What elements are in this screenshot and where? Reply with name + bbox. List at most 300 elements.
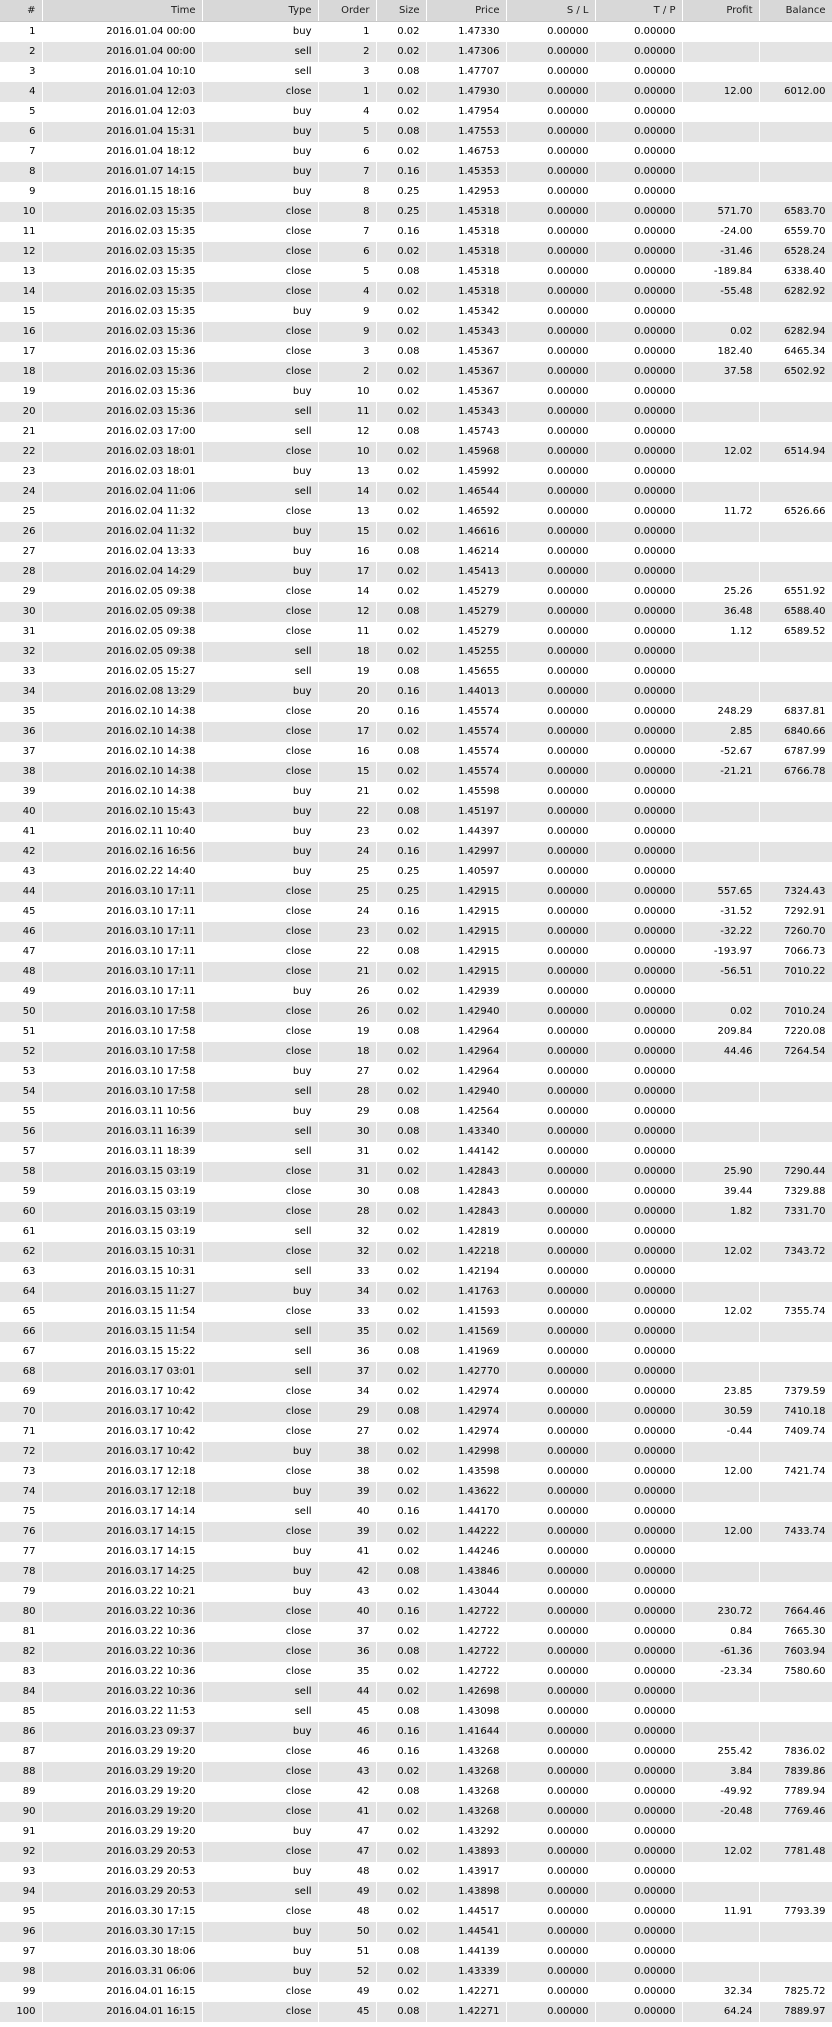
table-row[interactable]	[0, 722, 832, 742]
table-row[interactable]	[0, 242, 832, 262]
column-header-number[interactable]: #	[0, 0, 42, 22]
cell-price: 1.42843	[426, 1162, 506, 1182]
cell-type: buy	[202, 802, 318, 822]
cell-balance: 6583.70	[759, 202, 832, 222]
cell-stop-loss: 0.00000	[506, 1702, 595, 1722]
cell-order: 27	[318, 1422, 376, 1442]
table-row[interactable]	[0, 1862, 832, 1882]
table-row[interactable]	[0, 522, 832, 542]
cell-order: 12	[318, 602, 376, 622]
column-header-order[interactable]: Order	[318, 0, 376, 22]
cell-type: sell	[202, 662, 318, 682]
table-row[interactable]	[0, 1902, 832, 1922]
header-row	[0, 0, 832, 22]
table-row[interactable]	[0, 302, 832, 322]
cell-time: 2016.03.15 03:19	[42, 1202, 202, 1222]
cell-balance	[759, 562, 832, 582]
table-row[interactable]	[0, 382, 832, 402]
table-row[interactable]	[0, 1722, 832, 1742]
cell-time: 2016.02.03 15:35	[42, 262, 202, 282]
cell-take-profit: 0.00000	[595, 1822, 682, 1842]
cell-stop-loss: 0.00000	[506, 1022, 595, 1042]
cell-type: close	[202, 282, 318, 302]
cell-price: 1.42271	[426, 1982, 506, 2002]
cell-take-profit: 0.00000	[595, 762, 682, 782]
column-header-type[interactable]: Type	[202, 0, 318, 22]
table-row[interactable]	[0, 622, 832, 642]
table-row[interactable]	[0, 1362, 832, 1382]
cell-number: 87	[0, 1742, 42, 1762]
cell-size: 0.16	[376, 222, 426, 242]
cell-time: 2016.02.10 15:43	[42, 802, 202, 822]
cell-stop-loss: 0.00000	[506, 982, 595, 1002]
cell-take-profit: 0.00000	[595, 182, 682, 202]
table-row[interactable]	[0, 1882, 832, 1902]
cell-size: 0.08	[376, 1122, 426, 1142]
cell-number: 8	[0, 162, 42, 182]
cell-order: 36	[318, 1642, 376, 1662]
table-row[interactable]	[0, 182, 832, 202]
table-row[interactable]	[0, 1422, 832, 1442]
table-row[interactable]	[0, 1382, 832, 1402]
cell-profit: -32.22	[682, 922, 759, 942]
table-row[interactable]	[0, 1122, 832, 1142]
cell-take-profit: 0.00000	[595, 1422, 682, 1442]
cell-size: 0.02	[376, 1982, 426, 2002]
cell-order: 4	[318, 282, 376, 302]
cell-number: 93	[0, 1862, 42, 1882]
table-row[interactable]	[0, 262, 832, 282]
cell-time: 2016.03.23 09:37	[42, 1722, 202, 1742]
cell-number: 86	[0, 1722, 42, 1742]
cell-order: 42	[318, 1782, 376, 1802]
cell-type: sell	[202, 1262, 318, 1282]
cell-balance	[759, 802, 832, 822]
cell-stop-loss: 0.00000	[506, 1882, 595, 1902]
cell-balance	[759, 462, 832, 482]
table-row[interactable]	[0, 282, 832, 302]
table-row[interactable]	[0, 1662, 832, 1682]
cell-order: 40	[318, 1502, 376, 1522]
table-row[interactable]	[0, 942, 832, 962]
cell-size: 0.08	[376, 122, 426, 142]
table-row[interactable]	[0, 642, 832, 662]
cell-time: 2016.02.03 15:36	[42, 382, 202, 402]
table-row[interactable]	[0, 842, 832, 862]
cell-price: 1.47330	[426, 22, 506, 43]
cell-profit: -193.97	[682, 942, 759, 962]
table-row[interactable]	[0, 602, 832, 622]
cell-number: 67	[0, 1342, 42, 1362]
cell-balance	[759, 1562, 832, 1582]
cell-profit: 11.91	[682, 1902, 759, 1922]
table-row[interactable]	[0, 782, 832, 802]
cell-type: close	[202, 1182, 318, 1202]
cell-balance: 6840.66	[759, 722, 832, 742]
cell-take-profit: 0.00000	[595, 742, 682, 762]
cell-take-profit: 0.00000	[595, 802, 682, 822]
cell-type: close	[202, 1382, 318, 1402]
cell-price: 1.42997	[426, 842, 506, 862]
cell-stop-loss: 0.00000	[506, 742, 595, 762]
table-row[interactable]	[0, 682, 832, 702]
cell-type: close	[202, 1002, 318, 1022]
table-row[interactable]	[0, 1042, 832, 1062]
table-row[interactable]	[0, 342, 832, 362]
table-row[interactable]	[0, 22, 832, 43]
table-row[interactable]	[0, 1602, 832, 1622]
table-row[interactable]	[0, 42, 832, 62]
cell-price: 1.46214	[426, 542, 506, 562]
cell-time: 2016.03.10 17:11	[42, 902, 202, 922]
table-row[interactable]	[0, 1582, 832, 1602]
table-row[interactable]	[0, 1742, 832, 1762]
cell-size: 0.02	[376, 1962, 426, 1982]
table-row[interactable]	[0, 1842, 832, 1862]
cell-number: 96	[0, 1922, 42, 1942]
cell-type: sell	[202, 1882, 318, 1902]
cell-order: 25	[318, 882, 376, 902]
cell-stop-loss: 0.00000	[506, 202, 595, 222]
table-row[interactable]	[0, 1502, 832, 1522]
cell-time: 2016.03.29 20:53	[42, 1842, 202, 1862]
cell-number: 35	[0, 702, 42, 722]
table-row[interactable]	[0, 1062, 832, 1082]
cell-profit: 12.02	[682, 1302, 759, 1322]
table-row[interactable]	[0, 902, 832, 922]
cell-balance	[759, 182, 832, 202]
table-row[interactable]	[0, 982, 832, 1002]
cell-order: 32	[318, 1242, 376, 1262]
table-row[interactable]	[0, 142, 832, 162]
table-row[interactable]	[0, 1402, 832, 1422]
cell-take-profit: 0.00000	[595, 1922, 682, 1942]
cell-price: 1.42698	[426, 1682, 506, 1702]
table-row[interactable]	[0, 1002, 832, 1022]
cell-stop-loss: 0.00000	[506, 1962, 595, 1982]
table-row[interactable]	[0, 1322, 832, 1342]
cell-take-profit: 0.00000	[595, 1462, 682, 1482]
cell-price: 1.42770	[426, 1362, 506, 1382]
cell-stop-loss: 0.00000	[506, 482, 595, 502]
cell-balance: 7324.43	[759, 882, 832, 902]
cell-size: 0.08	[376, 342, 426, 362]
cell-size: 0.02	[376, 1202, 426, 1222]
cell-type: close	[202, 202, 318, 222]
table-row[interactable]	[0, 1982, 832, 2002]
cell-type: buy	[202, 182, 318, 202]
cell-type: close	[202, 1522, 318, 1542]
cell-profit	[682, 1142, 759, 1162]
cell-time: 2016.03.29 19:20	[42, 1742, 202, 1762]
table-row[interactable]	[0, 1682, 832, 1702]
table-row[interactable]	[0, 322, 832, 342]
cell-stop-loss: 0.00000	[506, 902, 595, 922]
table-body	[0, 22, 832, 2023]
cell-price: 1.43268	[426, 1742, 506, 1762]
cell-number: 11	[0, 222, 42, 242]
cell-price: 1.41763	[426, 1282, 506, 1302]
table-row[interactable]	[0, 742, 832, 762]
cell-profit: 248.29	[682, 702, 759, 722]
table-row[interactable]	[0, 542, 832, 562]
cell-stop-loss: 0.00000	[506, 382, 595, 402]
cell-order: 10	[318, 442, 376, 462]
cell-number: 18	[0, 362, 42, 382]
table-row[interactable]	[0, 1462, 832, 1482]
cell-price: 1.47954	[426, 102, 506, 122]
table-row[interactable]	[0, 1442, 832, 1462]
table-row[interactable]	[0, 1082, 832, 1102]
cell-type: buy	[202, 122, 318, 142]
table-row[interactable]	[0, 1562, 832, 1582]
cell-profit: -0.44	[682, 1422, 759, 1442]
cell-take-profit: 0.00000	[595, 1242, 682, 1262]
cell-size: 0.02	[376, 1442, 426, 1462]
table-row[interactable]	[0, 502, 832, 522]
cell-size: 0.02	[376, 302, 426, 322]
table-row[interactable]	[0, 1482, 832, 1502]
cell-type: buy	[202, 1922, 318, 1942]
cell-take-profit: 0.00000	[595, 782, 682, 802]
cell-take-profit: 0.00000	[595, 1582, 682, 1602]
cell-profit	[682, 302, 759, 322]
cell-number: 63	[0, 1262, 42, 1282]
column-header-profit[interactable]: Profit	[682, 0, 759, 22]
cell-number: 12	[0, 242, 42, 262]
table-row[interactable]	[0, 822, 832, 842]
table-row[interactable]	[0, 1702, 832, 1722]
table-row[interactable]	[0, 162, 832, 182]
table-row[interactable]	[0, 1102, 832, 1122]
cell-type: close	[202, 602, 318, 622]
cell-profit	[682, 1062, 759, 1082]
table-row[interactable]	[0, 1202, 832, 1222]
cell-time: 2016.03.17 12:18	[42, 1462, 202, 1482]
cell-size: 0.02	[376, 1282, 426, 1302]
cell-size: 0.02	[376, 1542, 426, 1562]
cell-take-profit: 0.00000	[595, 1602, 682, 1622]
cell-number: 42	[0, 842, 42, 862]
table-row[interactable]	[0, 1242, 832, 1262]
cell-take-profit: 0.00000	[595, 362, 682, 382]
cell-type: sell	[202, 1142, 318, 1162]
cell-time: 2016.02.04 11:06	[42, 482, 202, 502]
cell-number: 25	[0, 502, 42, 522]
cell-balance	[759, 1442, 832, 1462]
cell-balance	[759, 1922, 832, 1942]
table-row[interactable]	[0, 1802, 832, 1822]
cell-order: 19	[318, 662, 376, 682]
table-row[interactable]	[0, 422, 832, 442]
cell-profit	[682, 1562, 759, 1582]
table-row[interactable]	[0, 1942, 832, 1962]
table-row[interactable]	[0, 1542, 832, 1562]
table-row[interactable]	[0, 1522, 832, 1542]
cell-stop-loss: 0.00000	[506, 362, 595, 382]
table-row[interactable]	[0, 562, 832, 582]
cell-order: 28	[318, 1082, 376, 1102]
table-row[interactable]	[0, 442, 832, 462]
cell-size: 0.02	[376, 42, 426, 62]
cell-type: sell	[202, 402, 318, 422]
cell-take-profit: 0.00000	[595, 1202, 682, 1222]
cell-time: 2016.03.15 15:22	[42, 1342, 202, 1362]
cell-price: 1.45318	[426, 202, 506, 222]
cell-stop-loss: 0.00000	[506, 582, 595, 602]
table-row[interactable]	[0, 222, 832, 242]
cell-take-profit: 0.00000	[595, 262, 682, 282]
table-row[interactable]	[0, 1022, 832, 1042]
cell-price: 1.45574	[426, 742, 506, 762]
table-row[interactable]	[0, 662, 832, 682]
cell-balance: 6282.92	[759, 282, 832, 302]
cell-profit: 182.40	[682, 342, 759, 362]
cell-stop-loss: 0.00000	[506, 602, 595, 622]
table-row[interactable]	[0, 402, 832, 422]
cell-stop-loss: 0.00000	[506, 1442, 595, 1462]
cell-type: sell	[202, 1322, 318, 1342]
cell-size: 0.02	[376, 1862, 426, 1882]
cell-number: 85	[0, 1702, 42, 1722]
cell-number: 69	[0, 1382, 42, 1402]
cell-balance	[759, 1702, 832, 1722]
table-row[interactable]	[0, 1342, 832, 1362]
cell-profit: -189.84	[682, 262, 759, 282]
cell-take-profit: 0.00000	[595, 1482, 682, 1502]
cell-number: 55	[0, 1102, 42, 1122]
cell-balance	[759, 682, 832, 702]
cell-take-profit: 0.00000	[595, 822, 682, 842]
cell-balance: 7220.08	[759, 1022, 832, 1042]
table-row[interactable]	[0, 82, 832, 102]
table-row[interactable]	[0, 582, 832, 602]
cell-time: 2016.03.11 10:56	[42, 1102, 202, 1122]
cell-type: close	[202, 1042, 318, 1062]
cell-time: 2016.03.15 11:27	[42, 1282, 202, 1302]
cell-price: 1.45342	[426, 302, 506, 322]
cell-type: buy	[202, 382, 318, 402]
cell-take-profit: 0.00000	[595, 1322, 682, 1342]
cell-price: 1.45743	[426, 422, 506, 442]
cell-stop-loss: 0.00000	[506, 1182, 595, 1202]
cell-price: 1.45318	[426, 282, 506, 302]
cell-stop-loss: 0.00000	[506, 62, 595, 82]
table-row[interactable]	[0, 1782, 832, 1802]
table-row[interactable]	[0, 122, 832, 142]
cell-profit: 39.44	[682, 1182, 759, 1202]
column-header-take-profit[interactable]: T / P	[595, 0, 682, 22]
table-row[interactable]	[0, 1162, 832, 1182]
table-row[interactable]	[0, 962, 832, 982]
table-row[interactable]	[0, 762, 832, 782]
cell-order: 9	[318, 322, 376, 342]
cell-take-profit: 0.00000	[595, 1762, 682, 1782]
table-row[interactable]	[0, 2002, 832, 2022]
cell-take-profit: 0.00000	[595, 322, 682, 342]
cell-size: 0.02	[376, 1302, 426, 1322]
table-row[interactable]	[0, 1922, 832, 1942]
cell-take-profit: 0.00000	[595, 1142, 682, 1162]
table-row[interactable]	[0, 102, 832, 122]
table-row[interactable]	[0, 462, 832, 482]
table-row[interactable]	[0, 862, 832, 882]
column-header-price[interactable]: Price	[426, 0, 506, 22]
column-header-balance[interactable]: Balance	[759, 0, 832, 22]
cell-stop-loss: 0.00000	[506, 1402, 595, 1422]
column-header-size[interactable]: Size	[376, 0, 426, 22]
cell-profit: -21.21	[682, 762, 759, 782]
cell-balance	[759, 1102, 832, 1122]
table-row[interactable]	[0, 1622, 832, 1642]
cell-balance: 7343.72	[759, 1242, 832, 1262]
cell-type: buy	[202, 1102, 318, 1122]
cell-time: 2016.02.03 15:36	[42, 362, 202, 382]
cell-order: 45	[318, 1702, 376, 1722]
cell-size: 0.02	[376, 1382, 426, 1402]
table-row[interactable]	[0, 1142, 832, 1162]
cell-type: close	[202, 1802, 318, 1822]
cell-order: 26	[318, 982, 376, 1002]
cell-number: 4	[0, 82, 42, 102]
cell-number: 13	[0, 262, 42, 282]
table-row[interactable]	[0, 882, 832, 902]
cell-stop-loss: 0.00000	[506, 1322, 595, 1342]
cell-number: 17	[0, 342, 42, 362]
table-row[interactable]	[0, 922, 832, 942]
cell-size: 0.02	[376, 1802, 426, 1822]
cell-type: buy	[202, 522, 318, 542]
table-row[interactable]	[0, 1762, 832, 1782]
cell-size: 0.02	[376, 622, 426, 642]
table-row[interactable]	[0, 1222, 832, 1242]
cell-number: 75	[0, 1502, 42, 1522]
table-row[interactable]	[0, 62, 832, 82]
table-row[interactable]	[0, 802, 832, 822]
table-row[interactable]	[0, 1282, 832, 1302]
table-row[interactable]	[0, 1822, 832, 1842]
cell-price: 1.44397	[426, 822, 506, 842]
table-row[interactable]	[0, 362, 832, 382]
cell-order: 32	[318, 1222, 376, 1242]
column-header-stop-loss[interactable]: S / L	[506, 0, 595, 22]
cell-size: 0.25	[376, 882, 426, 902]
cell-profit	[682, 382, 759, 402]
table-row[interactable]	[0, 1642, 832, 1662]
cell-time: 2016.01.04 00:00	[42, 42, 202, 62]
cell-price: 1.42843	[426, 1202, 506, 1222]
table-row[interactable]	[0, 1182, 832, 1202]
cell-profit	[682, 522, 759, 542]
table-row[interactable]	[0, 482, 832, 502]
table-row[interactable]	[0, 1962, 832, 1982]
cell-price: 1.42194	[426, 1262, 506, 1282]
cell-profit	[682, 662, 759, 682]
cell-type: buy	[202, 1722, 318, 1742]
cell-size: 0.02	[376, 1142, 426, 1162]
cell-take-profit: 0.00000	[595, 1962, 682, 1982]
cell-size: 0.02	[376, 1002, 426, 1022]
cell-balance	[759, 662, 832, 682]
column-header-time[interactable]: Time	[42, 0, 202, 22]
cell-profit	[682, 1922, 759, 1942]
table-row[interactable]	[0, 1262, 832, 1282]
table-row[interactable]	[0, 202, 832, 222]
table-row[interactable]	[0, 702, 832, 722]
cell-price: 1.43292	[426, 1822, 506, 1842]
cell-type: buy	[202, 982, 318, 1002]
table-row[interactable]	[0, 1302, 832, 1322]
